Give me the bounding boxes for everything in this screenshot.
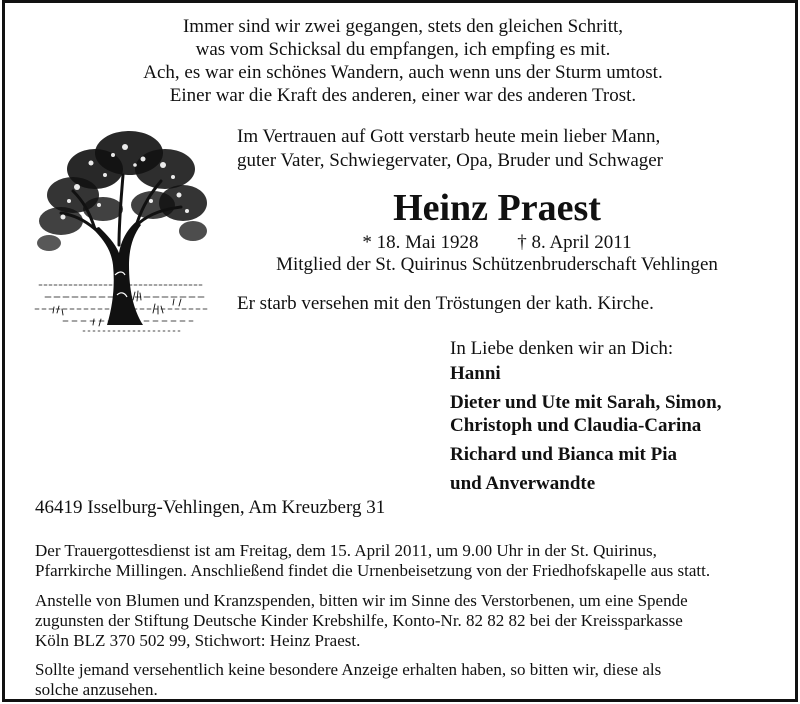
- intro-line: guter Vater, Schwiegervater, Opa, Bruder und Schwager: [237, 150, 664, 171]
- mourners-lead: In Liebe denken wir an Dich:: [450, 338, 674, 359]
- sacrament-line: Er starb versehen mit den Tröstungen der kath. Kirche.: [237, 293, 654, 314]
- paragraph-line: Pfarrkirche Millingen. Anschließend findet die Urnenbeisetzung von der Friedhofskapelle aus statt.: [35, 561, 711, 580]
- intro-line: Im Vertrauen auf Gott verstarb heute mein lieber Mann,: [237, 126, 661, 147]
- paragraph-line: Sollte jemand versehentlich keine besondere Anzeige erhalten haben, so bitten wir, diese als: [35, 660, 662, 679]
- mourner-name: Dieter und Ute mit Sarah, Simon,: [450, 392, 722, 413]
- paragraph-line: Anstelle von Blumen und Kranzspenden, bitten wir im Sinne des Verstorbenen, um eine Spende: [35, 591, 688, 610]
- donation-paragraph: [35, 591, 795, 651]
- family-address: 46419 Isselburg-Vehlingen, Am Kreuzberg 31: [35, 497, 386, 518]
- poem: [5, 15, 800, 107]
- paragraph-line: zugunsten der Stiftung Deutsche Kinder Krebshilfe, Konto-Nr. 82 82 82 bei der Kreissparkasse: [35, 611, 683, 630]
- birth-date: * 18. Mai 1928: [362, 232, 479, 253]
- notice-paragraph: [35, 660, 795, 700]
- deceased-name: Heinz Praest: [393, 187, 601, 229]
- poem-line: was vom Schicksal du empfangen, ich empfing es mit.: [195, 39, 611, 60]
- poem-line: Ach, es war ein schönes Wandern, auch wenn uns der Sturm umtost.: [143, 62, 663, 83]
- tree-illustration-icon: [33, 125, 211, 341]
- mourner-name: Hanni: [450, 363, 501, 384]
- paragraph-line: Köln BLZ 370 502 99, Stichwort: Heinz Praest.: [35, 631, 361, 650]
- obituary-frame: [2, 0, 798, 702]
- mourner-name: und Anverwandte: [450, 473, 596, 494]
- death-date: † 8. April 2011: [517, 232, 632, 253]
- poem-line: Immer sind wir zwei gegangen, stets den gleichen Schritt,: [182, 16, 624, 37]
- poem-line: Einer war die Kraft des anderen, einer war des anderen Trost.: [169, 85, 637, 106]
- paragraph-line: Der Trauergottesdienst ist am Freitag, dem 15. April 2011, um 9.00 Uhr in der St. Quirinus,: [35, 541, 657, 560]
- mourner-name: Richard und Bianca mit Pia: [450, 444, 677, 465]
- mourner-name: Christoph und Claudia-Carina: [450, 415, 702, 436]
- life-dates: [205, 231, 789, 254]
- paragraph-line: solche anzusehen.: [35, 680, 158, 699]
- mourners-block: [450, 337, 795, 495]
- intro-text: [237, 125, 777, 173]
- membership-line: Mitglied der St. Quirinus Schützenbruderschaft Vehlingen: [276, 254, 718, 275]
- service-paragraph: [35, 541, 795, 581]
